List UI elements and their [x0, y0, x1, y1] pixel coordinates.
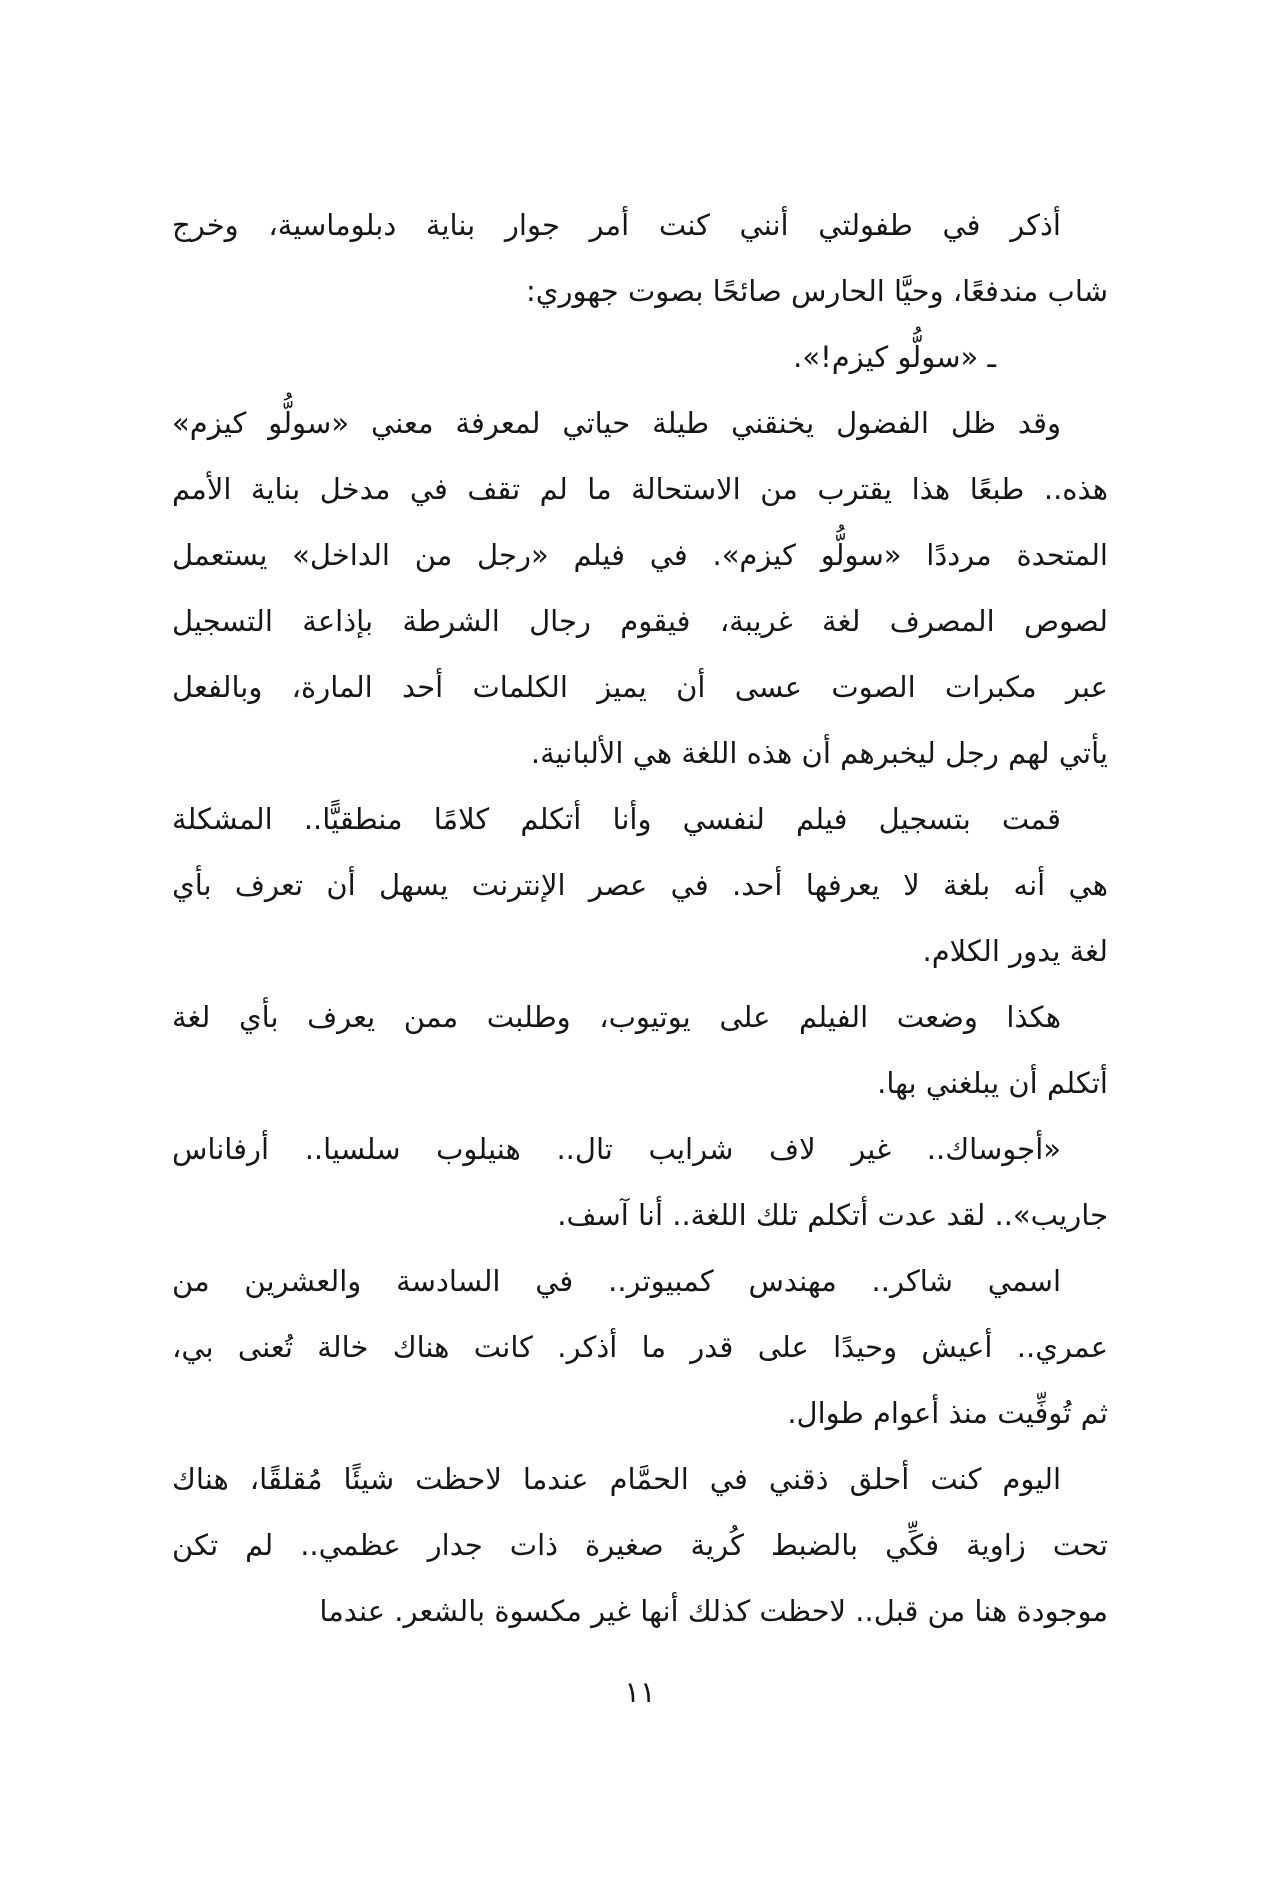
text-line: المتحدة مرددًا «سولُّو كيزم». في فيلم «رجل من الداخل» يستعمل: [172, 538, 1108, 572]
text-line: لغة يدور الكلام.: [922, 934, 1108, 968]
text-line: اسمي شاكر.. مهندس كمبيوتر.. في السادسة والعشرين من: [172, 1264, 1061, 1298]
text-line: هي أنه بلغة لا يعرفها أحد. في عصر الإنترنت يسهل أن تعرف بأي: [172, 868, 1108, 902]
text-line: عبر مكبرات الصوت عسى أن يميز الكلمات أحد المارة، وبالفعل: [172, 670, 1108, 704]
text-line: لصوص المصرف لغة غريبة، فيقوم رجال الشرطة بإذاعة التسجيل: [172, 604, 1108, 638]
text-line: شاب مندفعًا، وحيَّا الحارس صائحًا بصوت جهوري:: [525, 274, 1108, 308]
text-line: تحت زاوية فكِّي بالضبط كُرية صغيرة ذات جدار عظمي.. لم تكن: [172, 1528, 1108, 1562]
paragraph: [172, 984, 1108, 1116]
text-line: ـ «سولُّو كيزم!».: [793, 340, 996, 374]
paragraph: [172, 1248, 1108, 1446]
page-text: [172, 192, 1108, 1644]
text-line: هكذا وضعت الفيلم على يوتيوب، وطلبت ممن يعرف بأي لغة: [172, 1000, 1061, 1034]
text-line: عمري.. أعيش وحيدًا على قدر ما أذكر. كانت هناك خالة تُعنى بي،: [172, 1330, 1108, 1364]
text-line: أتكلم أن يبلغني بها.: [877, 1066, 1108, 1100]
text-line: قمت بتسجيل فيلم لنفسي وأنا أتكلم كلامًا منطقيًّا.. المشكلة: [172, 802, 1061, 836]
paragraph: [172, 1116, 1108, 1248]
text-line: وقد ظل الفضول يخنقني طيلة حياتي لمعرفة معني «سولُّو كيزم»: [172, 406, 1061, 440]
text-line: ثم تُوفِّيت منذ أعوام طوال.: [787, 1396, 1108, 1430]
dialogue-paragraph: [172, 324, 1108, 390]
paragraph: [172, 390, 1108, 786]
text-line: أذكر في طفولتي أنني كنت أمر جوار بناية دبلوماسية، وخرج: [172, 208, 1061, 242]
text-line: موجودة هنا من قبل.. لاحظت كذلك أنها غير مكسوة بالشعر. عندما: [319, 1594, 1108, 1628]
text-line: جاريب».. لقد عدت أتكلم تلك اللغة.. أنا آسف.: [557, 1198, 1108, 1232]
text-line: «أجوساك.. غير لاف شرايب تال.. هنيلوب سلسيا.. أرفاناس: [172, 1132, 1061, 1166]
page-number: ١١: [624, 1675, 656, 1709]
paragraph: [172, 192, 1108, 324]
text-line: يأتي لهم رجل ليخبرهم أن هذه اللغة هي الألبانية.: [530, 736, 1108, 770]
text-line: هذه.. طبعًا هذا يقترب من الاستحالة ما لم تقف في مدخل بناية الأمم: [172, 472, 1108, 506]
text-line: اليوم كنت أحلق ذقني في الحمَّام عندما لاحظت شيئًا مُقلقًا، هناك: [172, 1462, 1061, 1496]
paragraph: [172, 786, 1108, 984]
paragraph: [172, 1446, 1108, 1644]
